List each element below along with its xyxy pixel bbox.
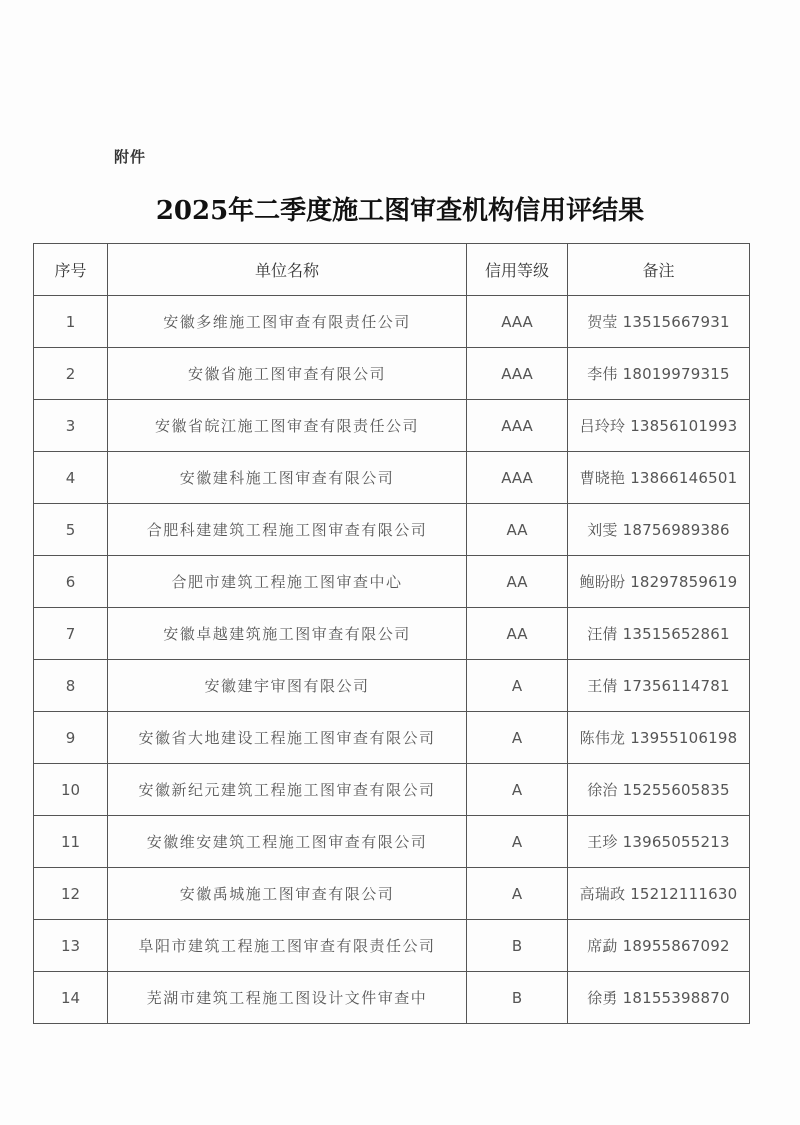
cell-no: 5 (34, 504, 108, 556)
table-row (34, 608, 750, 660)
cell-grade: A (467, 868, 568, 920)
cell-name: 安徽建宇审图有限公司 (108, 660, 467, 712)
table-row (34, 296, 750, 348)
table-row (34, 764, 750, 816)
table-row (34, 972, 750, 1024)
cell-grade: AA (467, 504, 568, 556)
cell-grade: AA (467, 608, 568, 660)
table-row (34, 868, 750, 920)
cell-name: 安徽维安建筑工程施工图审查有限公司 (108, 816, 467, 868)
cell-grade: A (467, 764, 568, 816)
cell-no: 11 (34, 816, 108, 868)
cell-note: 徐治 15255605835 (568, 764, 750, 816)
column-header-no: 序号 (34, 244, 108, 296)
attachment-label: 附件 (114, 148, 147, 166)
table-row (34, 556, 750, 608)
table-row (34, 348, 750, 400)
cell-no: 13 (34, 920, 108, 972)
cell-name: 阜阳市建筑工程施工图审查有限责任公司 (108, 920, 467, 972)
cell-name: 合肥市建筑工程施工图审查中心 (108, 556, 467, 608)
cell-grade: AAA (467, 400, 568, 452)
cell-no: 4 (34, 452, 108, 504)
cell-grade: B (467, 972, 568, 1024)
cell-grade: B (467, 920, 568, 972)
table-row (34, 400, 750, 452)
cell-grade: A (467, 816, 568, 868)
cell-grade: AA (467, 556, 568, 608)
cell-note: 席勐 18955867092 (568, 920, 750, 972)
cell-grade: A (467, 660, 568, 712)
cell-note: 王珍 13965055213 (568, 816, 750, 868)
cell-no: 10 (34, 764, 108, 816)
cell-name: 安徽省大地建设工程施工图审查有限公司 (108, 712, 467, 764)
cell-no: 9 (34, 712, 108, 764)
table-row (34, 712, 750, 764)
column-header-grade: 信用等级 (467, 244, 568, 296)
cell-note: 贺莹 13515667931 (568, 296, 750, 348)
cell-note: 李伟 18019979315 (568, 348, 750, 400)
cell-name: 芜湖市建筑工程施工图设计文件审查中 (108, 972, 467, 1024)
table-row (34, 816, 750, 868)
cell-note: 高瑞政 15212111630 (568, 868, 750, 920)
cell-no: 12 (34, 868, 108, 920)
cell-note: 吕玲玲 13856101993 (568, 400, 750, 452)
cell-no: 3 (34, 400, 108, 452)
cell-note: 汪倩 13515652861 (568, 608, 750, 660)
credit-rating-table (33, 243, 750, 1024)
column-header-name: 单位名称 (108, 244, 467, 296)
cell-grade: AAA (467, 296, 568, 348)
cell-note: 曹晓艳 13866146501 (568, 452, 750, 504)
cell-note: 徐勇 18155398870 (568, 972, 750, 1024)
cell-note: 鲍盼盼 18297859619 (568, 556, 750, 608)
document-title: 2025年二季度施工图审查机构信用评结果 (155, 196, 645, 226)
table-row (34, 920, 750, 972)
cell-name: 安徽禹城施工图审查有限公司 (108, 868, 467, 920)
cell-name: 安徽省施工图审查有限公司 (108, 348, 467, 400)
cell-note: 王倩 17356114781 (568, 660, 750, 712)
table-row (34, 660, 750, 712)
cell-note: 刘雯 18756989386 (568, 504, 750, 556)
cell-name: 安徽建科施工图审查有限公司 (108, 452, 467, 504)
cell-name: 安徽新纪元建筑工程施工图审查有限公司 (108, 764, 467, 816)
cell-grade: A (467, 712, 568, 764)
cell-no: 1 (34, 296, 108, 348)
cell-grade: AAA (467, 452, 568, 504)
cell-no: 2 (34, 348, 108, 400)
cell-no: 8 (34, 660, 108, 712)
cell-name: 安徽省皖江施工图审查有限责任公司 (108, 400, 467, 452)
cell-name: 安徽卓越建筑施工图审查有限公司 (108, 608, 467, 660)
table-body (34, 296, 750, 1024)
cell-note: 陈伟龙 13955106198 (568, 712, 750, 764)
table-row (34, 504, 750, 556)
cell-name: 安徽多维施工图审查有限责任公司 (108, 296, 467, 348)
cell-name: 合肥科建建筑工程施工图审查有限公司 (108, 504, 467, 556)
table-row (34, 452, 750, 504)
cell-no: 14 (34, 972, 108, 1024)
cell-no: 7 (34, 608, 108, 660)
cell-grade: AAA (467, 348, 568, 400)
table-header-row (34, 244, 750, 296)
cell-no: 6 (34, 556, 108, 608)
column-header-note: 备注 (568, 244, 750, 296)
